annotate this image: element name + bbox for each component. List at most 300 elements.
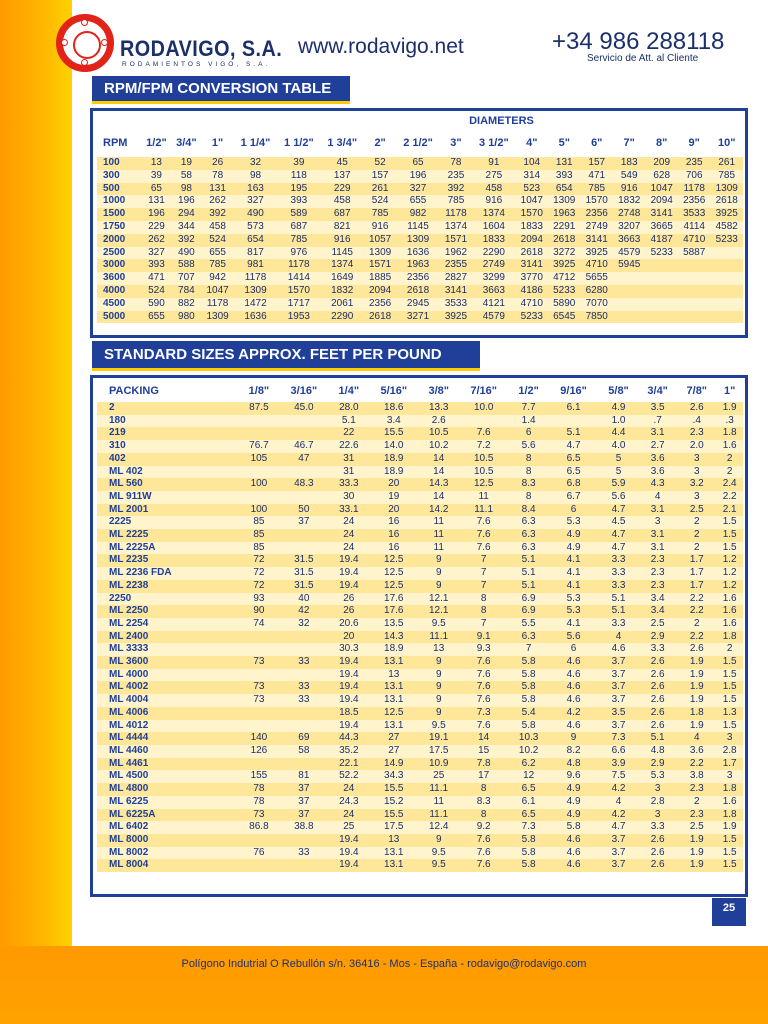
table-cell: 87.5 xyxy=(239,402,278,415)
table-cell: 4582 xyxy=(710,221,743,234)
table-cell: 10.2 xyxy=(509,745,548,758)
table-cell: 65 xyxy=(141,183,171,196)
table-cell: 30.3 xyxy=(329,643,368,656)
table-cell: 2.7 xyxy=(638,440,677,453)
table-cell: 5.5 xyxy=(509,618,548,631)
column-header: 1 1/2" xyxy=(284,137,314,149)
table-cell: 13.1 xyxy=(368,720,419,733)
table-cell: 2749 xyxy=(581,221,613,234)
table-cell: 471 xyxy=(581,170,613,183)
table-cell: 5233 xyxy=(710,234,743,247)
table-cell: 10.5 xyxy=(458,466,509,479)
table-cell: 3141 xyxy=(516,259,548,272)
table-cell: 14.3 xyxy=(368,631,419,644)
table-cell: 78 xyxy=(239,783,278,796)
table-cell: 4.9 xyxy=(548,529,599,542)
row-label: ML 4012 xyxy=(97,720,239,733)
table-cell: 588 xyxy=(171,259,201,272)
row-label: 1750 xyxy=(97,221,141,234)
column-header: 3/16" xyxy=(290,385,318,397)
table-cell: 2.8 xyxy=(716,745,743,758)
table-cell: 2.6 xyxy=(419,415,458,428)
table-cell: 5.1 xyxy=(509,580,548,593)
table-cell: 2094 xyxy=(364,285,396,298)
table-cell: 2.3 xyxy=(638,580,677,593)
column-header: 3/4" xyxy=(176,137,197,149)
row-label: 1000 xyxy=(97,195,141,208)
table-cell: 11.1 xyxy=(419,631,458,644)
table-cell: 37 xyxy=(278,796,329,809)
table-cell: 10.3 xyxy=(509,732,548,745)
table-cell: 1.5 xyxy=(716,656,743,669)
table-cell: 17.6 xyxy=(368,605,419,618)
table-cell: 7.5 xyxy=(599,770,638,783)
table-cell: 15.5 xyxy=(368,809,419,822)
table-cell: 3.3 xyxy=(599,554,638,567)
table-cell xyxy=(645,285,677,298)
table-cell: 5.6 xyxy=(509,440,548,453)
table-cell: 1.5 xyxy=(716,681,743,694)
diameters-heading: DIAMETERS xyxy=(469,115,534,127)
table-cell: 1047 xyxy=(645,183,677,196)
table-cell: 4.6 xyxy=(599,643,638,656)
table-cell: 2094 xyxy=(516,234,548,247)
table-cell: 4.6 xyxy=(548,834,599,847)
phone-number: +34 986 288118 xyxy=(552,28,725,55)
table-cell: 1309 xyxy=(201,311,233,324)
table-cell: 4579 xyxy=(472,311,515,324)
table-cell: 3770 xyxy=(516,272,548,285)
table-cell: 13 xyxy=(419,643,458,656)
table-cell: 393 xyxy=(277,195,320,208)
table-cell: 2.6 xyxy=(638,669,677,682)
table-cell: 209 xyxy=(645,157,677,170)
table-cell: 1.7 xyxy=(677,554,716,567)
table-cell: 33 xyxy=(278,681,329,694)
table-cell: 5.6 xyxy=(548,631,599,644)
table-cell xyxy=(710,259,743,272)
row-label: ML 4000 xyxy=(97,669,239,682)
row-label: 2500 xyxy=(97,247,141,260)
table-cell: 8 xyxy=(458,593,509,606)
table-cell: 48.3 xyxy=(278,478,329,491)
table-cell: 2.6 xyxy=(638,847,677,860)
table-row xyxy=(97,183,743,196)
table-cell: 6.8 xyxy=(548,478,599,491)
table-cell: 131 xyxy=(201,183,233,196)
table-cell: 785 xyxy=(201,259,233,272)
table-cell: 4710 xyxy=(581,259,613,272)
table-row xyxy=(97,593,743,606)
table-cell xyxy=(613,311,645,324)
table-cell: 4.2 xyxy=(548,707,599,720)
table-cell: 3.7 xyxy=(599,681,638,694)
table-cell: 235 xyxy=(440,170,472,183)
table-cell: 2356 xyxy=(396,272,439,285)
table-cell xyxy=(239,427,278,440)
table-cell: 19.4 xyxy=(329,580,368,593)
table-cell: 19.1 xyxy=(419,732,458,745)
table-cell: 2945 xyxy=(396,298,439,311)
table-cell: 37 xyxy=(278,516,329,529)
table-cell: 20 xyxy=(329,631,368,644)
table-cell: 3.1 xyxy=(638,529,677,542)
table-cell: 3.3 xyxy=(638,821,677,834)
table-cell: 7070 xyxy=(581,298,613,311)
table-row xyxy=(97,221,743,234)
table-cell: 24.3 xyxy=(329,796,368,809)
table-cell: 4.2 xyxy=(599,783,638,796)
packing-header: PACKING xyxy=(109,385,159,397)
table-cell: 1309 xyxy=(710,183,743,196)
table-cell: 11 xyxy=(419,796,458,809)
row-label: ML 2001 xyxy=(97,504,239,517)
row-label: ML 2235 xyxy=(97,554,239,567)
table-cell: 2290 xyxy=(472,247,515,260)
table-cell: 25 xyxy=(419,770,458,783)
table-cell: 7.6 xyxy=(458,720,509,733)
table-cell: 2.3 xyxy=(638,567,677,580)
table-cell: 1.8 xyxy=(716,809,743,822)
row-label: 300 xyxy=(97,170,141,183)
rpm-table-box xyxy=(90,108,748,338)
table-cell: 393 xyxy=(548,170,580,183)
table-row xyxy=(97,732,743,745)
table-cell: 11 xyxy=(458,491,509,504)
table-row xyxy=(97,809,743,822)
table-cell: 50 xyxy=(278,504,329,517)
table-cell: 785 xyxy=(581,183,613,196)
table-cell: 31.5 xyxy=(278,554,329,567)
row-label: ML 3333 xyxy=(97,643,239,656)
table-cell: 6.3 xyxy=(509,516,548,529)
table-cell: 2290 xyxy=(321,311,364,324)
table-cell: 7.6 xyxy=(458,529,509,542)
row-label: ML 6225A xyxy=(97,809,239,822)
table-cell: 4.6 xyxy=(548,681,599,694)
table-cell: 11 xyxy=(419,542,458,555)
table-cell: 7.3 xyxy=(509,821,548,834)
table-row xyxy=(97,821,743,834)
table-cell: 7 xyxy=(458,554,509,567)
row-label: ML 4460 xyxy=(97,745,239,758)
table-cell: 100 xyxy=(239,478,278,491)
table-cell: 9 xyxy=(419,681,458,694)
table-cell: 2618 xyxy=(548,234,580,247)
table-cell: 3.4 xyxy=(638,605,677,618)
table-cell: 628 xyxy=(645,170,677,183)
table-cell: 10.5 xyxy=(458,453,509,466)
table-cell: 1.9 xyxy=(677,694,716,707)
table-cell: 1.3 xyxy=(716,707,743,720)
table-row xyxy=(97,440,743,453)
table-cell xyxy=(613,298,645,311)
table-cell: 1047 xyxy=(201,285,233,298)
table-cell: 3 xyxy=(677,453,716,466)
table-cell: 45 xyxy=(321,157,364,170)
table-cell: 19.4 xyxy=(329,847,368,860)
table-row xyxy=(97,208,743,221)
table-cell: 262 xyxy=(201,195,233,208)
table-cell xyxy=(239,415,278,428)
table-cell: 1570 xyxy=(581,195,613,208)
table-cell: 1.5 xyxy=(716,847,743,860)
table-cell: 706 xyxy=(678,170,710,183)
row-label: ML 4004 xyxy=(97,694,239,707)
table-row xyxy=(97,758,743,771)
table-cell: 4.9 xyxy=(548,809,599,822)
table-cell: 10.0 xyxy=(458,402,509,415)
table-row xyxy=(97,745,743,758)
table-cell: 3.7 xyxy=(599,720,638,733)
table-cell xyxy=(710,247,743,260)
table-cell: 654 xyxy=(548,183,580,196)
table-cell: 1.9 xyxy=(677,847,716,860)
table-cell: 78 xyxy=(201,170,233,183)
table-cell: 19.4 xyxy=(329,681,368,694)
table-cell: 13 xyxy=(368,834,419,847)
table-cell: 4.6 xyxy=(548,859,599,872)
table-cell: 3.7 xyxy=(599,669,638,682)
table-cell: 10.2 xyxy=(419,440,458,453)
table-cell: 687 xyxy=(321,208,364,221)
table-cell xyxy=(710,285,743,298)
side-stripe xyxy=(0,0,72,946)
table-cell: 6.9 xyxy=(509,593,548,606)
table-cell: 6.7 xyxy=(548,491,599,504)
row-label: ML 6402 xyxy=(97,821,239,834)
table-row xyxy=(97,580,743,593)
table-cell: 28.0 xyxy=(329,402,368,415)
table-cell: 261 xyxy=(364,183,396,196)
table-cell: 3141 xyxy=(645,208,677,221)
table-cell xyxy=(678,272,710,285)
table-cell: 137 xyxy=(321,170,364,183)
table-cell: 2356 xyxy=(364,298,396,311)
column-header: 1/8" xyxy=(248,385,270,397)
table-cell: 1604 xyxy=(472,221,515,234)
table-row xyxy=(97,170,743,183)
table-row xyxy=(97,478,743,491)
table-cell: 9 xyxy=(419,580,458,593)
table-cell: 5.3 xyxy=(548,605,599,618)
table-cell: 24 xyxy=(329,529,368,542)
table-cell: 85 xyxy=(239,516,278,529)
table-cell: 1.8 xyxy=(716,631,743,644)
table-cell: 9.5 xyxy=(419,859,458,872)
brand-name: RODAVIGO, S.A. xyxy=(120,36,283,61)
table-cell: 4121 xyxy=(472,298,515,311)
table-cell: 3.4 xyxy=(368,415,419,428)
table-cell: 5.1 xyxy=(599,605,638,618)
table-cell: 47 xyxy=(278,453,329,466)
table-cell: 58 xyxy=(278,745,329,758)
table-cell: 5.8 xyxy=(509,834,548,847)
table-cell: 4.5 xyxy=(599,516,638,529)
table-row xyxy=(97,234,743,247)
table-cell: 3.6 xyxy=(677,745,716,758)
table-cell: 1.9 xyxy=(716,821,743,834)
table-cell: 9.6 xyxy=(548,770,599,783)
table-cell: 4.6 xyxy=(548,669,599,682)
table-cell: 81 xyxy=(278,770,329,783)
table-cell: 1636 xyxy=(396,247,439,260)
table-cell: 3.3 xyxy=(638,643,677,656)
table-cell: 2.6 xyxy=(638,656,677,669)
row-label: ML 2236 FDA xyxy=(97,567,239,580)
row-label: 180 xyxy=(97,415,239,428)
row-label: 310 xyxy=(97,440,239,453)
table-cell: 5.8 xyxy=(509,720,548,733)
table-cell: 687 xyxy=(277,221,320,234)
table-cell: 6.2 xyxy=(509,758,548,771)
table-cell: 327 xyxy=(141,247,171,260)
table-cell: 4579 xyxy=(613,247,645,260)
table-cell: 1.9 xyxy=(677,681,716,694)
table-cell: 18.9 xyxy=(368,453,419,466)
table-cell: 37 xyxy=(278,783,329,796)
phone-caption: Servicio de Att. al Cliente xyxy=(587,53,699,64)
table-cell: 3141 xyxy=(440,285,472,298)
table-cell xyxy=(278,859,329,872)
table-cell: 1.7 xyxy=(677,580,716,593)
table-cell: 4 xyxy=(638,491,677,504)
table-row xyxy=(97,694,743,707)
column-header: 1 1/4" xyxy=(240,137,271,149)
table-cell: 7 xyxy=(458,618,509,631)
table-cell: 458 xyxy=(201,221,233,234)
table-cell: 17.5 xyxy=(419,745,458,758)
column-header: 6" xyxy=(591,137,603,149)
table-cell: 1145 xyxy=(321,247,364,260)
table-cell: 1.6 xyxy=(716,796,743,809)
table-cell: 2.1 xyxy=(716,504,743,517)
table-cell: 34.3 xyxy=(368,770,419,783)
table-cell: 3663 xyxy=(613,234,645,247)
table-cell: 11 xyxy=(419,516,458,529)
table-cell: 183 xyxy=(613,157,645,170)
table-cell: 7.6 xyxy=(458,694,509,707)
table-cell: 73 xyxy=(239,656,278,669)
table-cell: 785 xyxy=(710,170,743,183)
table-cell: 7.6 xyxy=(458,681,509,694)
table-cell xyxy=(678,311,710,324)
table-cell: 5.1 xyxy=(509,567,548,580)
table-cell: 3.1 xyxy=(638,504,677,517)
table-cell: 392 xyxy=(440,183,472,196)
table-cell: 19 xyxy=(171,157,201,170)
table-cell: 2.6 xyxy=(638,681,677,694)
table-cell: 7.6 xyxy=(458,516,509,529)
table-cell: 2.6 xyxy=(677,402,716,415)
table-cell: 4.7 xyxy=(548,440,599,453)
row-label: ML 3600 xyxy=(97,656,239,669)
table-cell: 1374 xyxy=(472,208,515,221)
table-cell: 5.1 xyxy=(509,554,548,567)
table-cell: 19.4 xyxy=(329,656,368,669)
rpm-conversion-table xyxy=(97,129,743,323)
table-cell: 2.2 xyxy=(677,593,716,606)
table-cell: 18.9 xyxy=(368,466,419,479)
table-cell: 8.2 xyxy=(548,745,599,758)
table-cell: 93 xyxy=(239,593,278,606)
table-cell: 2291 xyxy=(548,221,580,234)
table-cell: 4.1 xyxy=(548,618,599,631)
table-cell: 1414 xyxy=(277,272,320,285)
table-cell: 7.7 xyxy=(509,402,548,415)
table-cell: 524 xyxy=(364,195,396,208)
table-cell: 4.7 xyxy=(599,529,638,542)
website-link[interactable]: www.rodavigo.net xyxy=(298,35,464,58)
table-cell: 6.5 xyxy=(548,453,599,466)
table-cell: 1.6 xyxy=(716,605,743,618)
table-cell: 3.6 xyxy=(638,453,677,466)
table-cell: 45.0 xyxy=(278,402,329,415)
table-cell: 1.9 xyxy=(716,402,743,415)
table-cell xyxy=(645,272,677,285)
table-cell xyxy=(278,415,329,428)
table-cell: 1.5 xyxy=(716,669,743,682)
table-cell: 549 xyxy=(613,170,645,183)
column-header: 7" xyxy=(623,137,635,149)
table-cell: 2.8 xyxy=(638,796,677,809)
table-cell: 39 xyxy=(141,170,171,183)
table-cell: 573 xyxy=(234,221,277,234)
table-cell: 2827 xyxy=(440,272,472,285)
table-cell: 131 xyxy=(548,157,580,170)
row-label: 2250 xyxy=(97,593,239,606)
table-cell: 14 xyxy=(419,491,458,504)
table-cell: 1885 xyxy=(364,272,396,285)
table-cell: 3.3 xyxy=(599,580,638,593)
table-cell: 22 xyxy=(329,427,368,440)
table-cell: 2.3 xyxy=(677,427,716,440)
table-cell: 12.4 xyxy=(419,821,458,834)
table-cell xyxy=(710,272,743,285)
sizes-table-title: STANDARD SIZES APPROX. FEET PER POUND xyxy=(92,341,480,371)
column-header: 3 1/2" xyxy=(479,137,509,149)
table-cell: 72 xyxy=(239,580,278,593)
table-cell: 42 xyxy=(278,605,329,618)
table-cell: 2.3 xyxy=(677,809,716,822)
table-cell: 18.5 xyxy=(329,707,368,720)
column-header: 1" xyxy=(211,137,224,149)
table-cell: 13.1 xyxy=(368,656,419,669)
table-cell: 3.7 xyxy=(599,834,638,847)
column-header: 10" xyxy=(717,137,736,149)
table-cell: 8.3 xyxy=(509,478,548,491)
table-row xyxy=(97,491,743,504)
table-cell: 19.4 xyxy=(329,554,368,567)
table-cell: 1.9 xyxy=(677,656,716,669)
table-cell: 32 xyxy=(278,618,329,631)
table-cell: 9 xyxy=(419,656,458,669)
table-cell: 39 xyxy=(277,157,320,170)
table-cell xyxy=(278,427,329,440)
table-cell: 11 xyxy=(419,529,458,542)
table-cell: 2 xyxy=(677,618,716,631)
table-cell: 4187 xyxy=(645,234,677,247)
row-label: ML 4002 xyxy=(97,681,239,694)
table-row xyxy=(97,247,743,260)
table-cell: 9.2 xyxy=(458,821,509,834)
table-cell: 314 xyxy=(516,170,548,183)
table-cell: 3665 xyxy=(645,221,677,234)
table-cell: 1636 xyxy=(234,311,277,324)
table-row xyxy=(97,656,743,669)
table-cell: 86.8 xyxy=(239,821,278,834)
table-row xyxy=(97,542,743,555)
